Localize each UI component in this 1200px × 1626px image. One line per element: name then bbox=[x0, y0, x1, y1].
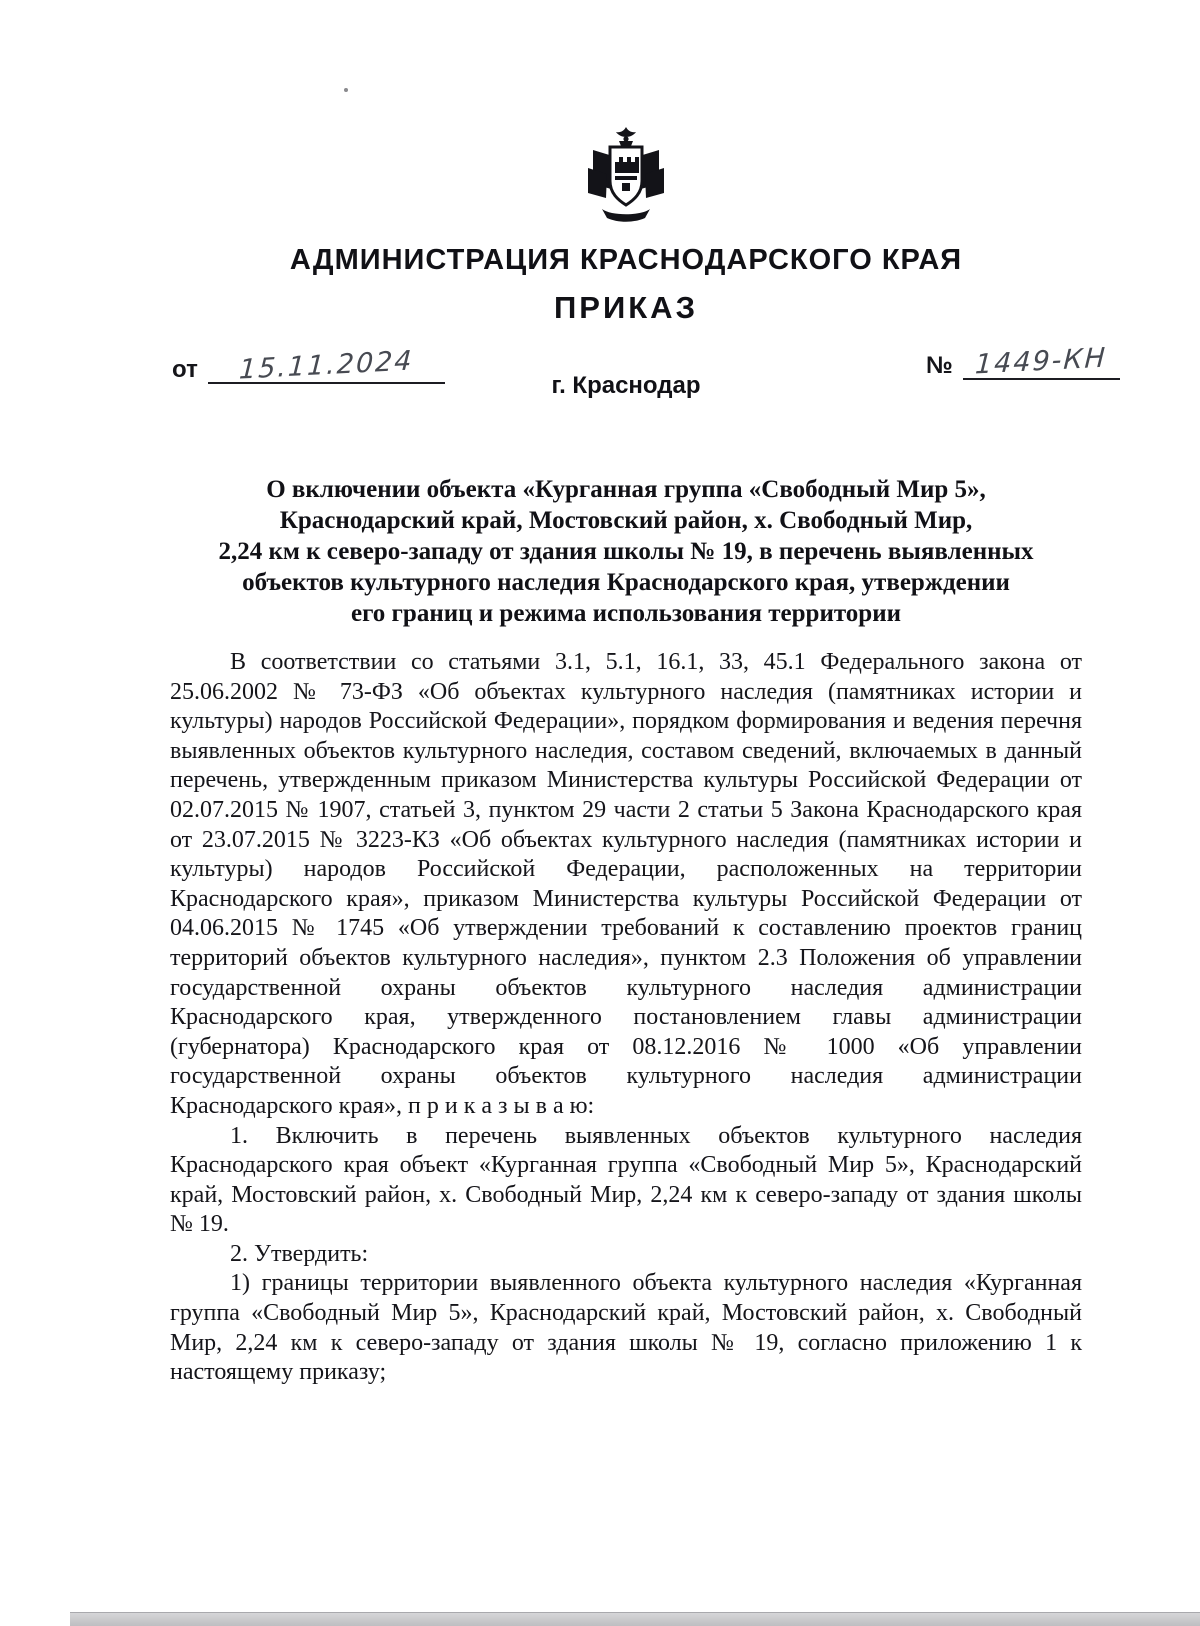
city-line: г. Краснодар bbox=[551, 372, 701, 399]
doc-type-title: ПРИКАЗ bbox=[554, 290, 698, 325]
org-name: АДМИНИСТРАЦИЯ КРАСНОДАРСКОГО КРАЯ bbox=[289, 244, 963, 276]
scan-artifact-dot bbox=[344, 88, 348, 92]
subject-title-line: его границ и режима использования территории bbox=[350, 600, 902, 627]
coat-of-arms-icon bbox=[586, 126, 666, 226]
document-body bbox=[170, 648, 1082, 1388]
subject-title bbox=[152, 474, 1100, 629]
date-label: от bbox=[172, 356, 198, 383]
subject-title-line: 2,24 км к северо-западу от здания школы № 19, в перечень выявленных bbox=[218, 538, 1034, 565]
body-paragraph: 1. Включить в перечень выявленных объектов культурного наследия Краснодарского края объект «Курганная группа «Свободный Мир 5», Краснодарский край, Мостовский район, х. Свободный Мир, 2,24 км к северо-западу от здания школы № 19. bbox=[170, 1122, 1082, 1238]
number-handwritten-value: 1449-КН bbox=[974, 342, 1108, 381]
subject-title-line: объектов культурного наследия Краснодарского края, утверждении bbox=[242, 569, 1010, 596]
date-handwritten-value: 15.11.2024 bbox=[238, 345, 415, 386]
page-edge-shadow bbox=[70, 1612, 1200, 1626]
number-label: № bbox=[926, 352, 953, 379]
body-paragraph: 1) границы территории выявленного объекта культурного наследия «Курганная группа «Свободный Мир 5», Краснодарский край, Мостовский район, х. Свободный Мир, 2,24 км к северо-западу от здания школы № 19, согласно приложению 1 к настоящему приказу; bbox=[170, 1270, 1082, 1386]
subject-title-line: О включении объекта «Курганная группа «Свободный Мир 5», bbox=[266, 476, 986, 503]
subject-title-line: Краснодарский край, Мостовский район, х. Свободный Мир, bbox=[279, 507, 973, 534]
body-paragraph: 2. Утвердить: bbox=[230, 1240, 369, 1267]
body-paragraph: В соответствии со статьями 3.1, 5.1, 16.1, 33, 45.1 Федерального закона от 25.06.2002 № 73-ФЗ «Об объектах культурного наследия (памятниках истории и культуры) народов Российской Федерации», порядком формирования и ведения перечня выявленных объектов культурного наследия, составом сведений, включаемых в данный перечень, утвержденным приказом Министерства культуры Российской Федерации от 02.07.2015 № 1907, статьей 3, пунктом 29 части 2 статьи 5 Закона Краснодарского края от 23.07.2015 № 3223-КЗ «Об объектах культурного наследия (памятниках истории и культуры) народов Российской Федерации, расположенных на территории Краснодарского края», приказом Министерства культуры Российской Федерации от 04.06.2015 № 1745 «Об утверждении требований к составлению проектов границ территорий объектов культурного наследия», пунктом 2.3 Положения об управлении государственной охраны объектов культурного наследия администрации Краснодарского края, утвержденного постановлением главы администрации (губернатора) Краснодарского края от 08.12.2016 № 1000 «Об управлении государственной охраны объектов культурного наследия администрации Краснодарского края», п р и к а з ы в а ю: bbox=[170, 649, 1082, 1119]
